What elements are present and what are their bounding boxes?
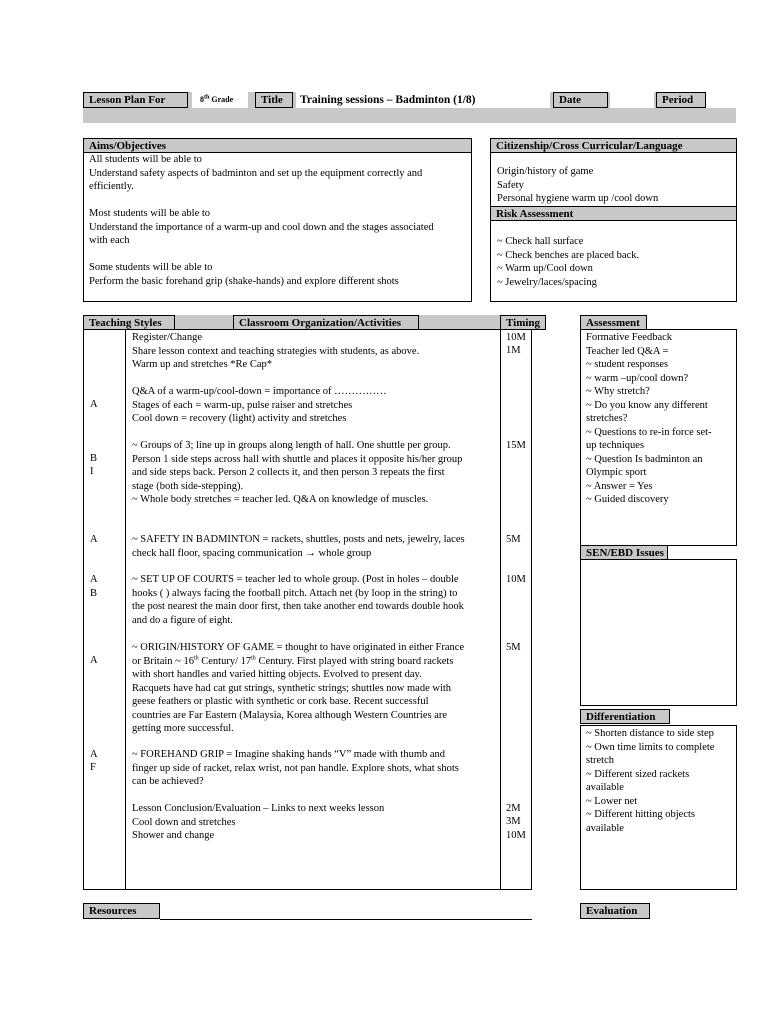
- activity-line: and do a figure of eight.: [132, 614, 233, 626]
- activity-block-conclusion: [132, 802, 384, 843]
- risk-line: ~ Jewelry/laces/spacing: [497, 276, 597, 288]
- aims-box: [83, 152, 472, 302]
- aims-line: efficiently.: [89, 181, 134, 192]
- activity-line: ~ FOREHAND GRIP = Imagine shaking hands “V” made with thumb and: [132, 749, 446, 760]
- activity-line: hooks ( ) always facing the football pitch. Attach net (by loop in the string) to: [132, 587, 458, 599]
- activity-line: ~ SET UP OF COURTS = teacher led to whole group. (Post in holes – double: [132, 574, 459, 585]
- activity-block-groups: [132, 439, 462, 507]
- style-letter: A: [90, 749, 98, 760]
- activity-line: Register/Change: [132, 332, 202, 343]
- grade-suffix: th: [204, 94, 210, 101]
- timing-value: 5M: [506, 534, 521, 545]
- activity-line: Cool down and stretches: [132, 816, 236, 828]
- aims-text: [89, 153, 471, 288]
- evaluation-label: Evaluation: [580, 903, 650, 919]
- citizenship-label: Citizenship/Cross Curricular/Language: [490, 138, 737, 153]
- grade-number: 8: [200, 95, 204, 104]
- grade-field[interactable]: [192, 92, 248, 108]
- citizenship-box: [490, 152, 737, 207]
- aims-line: with each: [89, 235, 130, 246]
- classroom-label: Classroom Organization/Activities: [233, 315, 419, 330]
- activity-line: ~ ORIGIN/HISTORY OF GAME = thought to have originated in either France: [132, 642, 465, 653]
- superscript: th: [251, 655, 256, 661]
- aims-line: Perform the basic forehand grip (shake-hands) and explore different shots: [89, 275, 399, 287]
- assessment-text: [586, 331, 736, 507]
- activity-line: [132, 547, 465, 561]
- sen-box[interactable]: [580, 559, 737, 706]
- activity-line: the post nearest the main door first, then take another end towards double hook: [132, 601, 464, 612]
- assessment-line: ~ Do you know any different: [586, 399, 708, 411]
- resources-line[interactable]: [160, 919, 532, 920]
- activity-line: Warm up and stretches *Re Cap*: [132, 359, 272, 370]
- style-letter: F: [90, 762, 96, 773]
- timing-label: Timing: [500, 315, 546, 330]
- date-field[interactable]: [610, 92, 654, 108]
- activity-line: stage (both side-stepping).: [132, 480, 244, 492]
- differentiation-line: available: [586, 822, 624, 834]
- styles-divider: [125, 329, 126, 890]
- style-letter: B: [90, 453, 98, 464]
- differentiation-line: ~ Own time limits to complete: [586, 741, 715, 753]
- differentiation-line: ~ Shorten distance to side step: [586, 728, 714, 739]
- resources-label: Resources: [83, 903, 160, 919]
- activity-block-safety: [132, 533, 465, 560]
- differentiation-line: ~ Lower net: [586, 795, 638, 807]
- citizenship-text: [497, 165, 736, 206]
- superscript: th: [193, 655, 199, 661]
- activity-block-qa: [132, 385, 387, 426]
- activity-block-courts: [132, 573, 464, 627]
- style-letter: I: [90, 466, 94, 477]
- assessment-line: ~ warm –up/cool down?: [586, 372, 689, 384]
- aims-line: [89, 194, 471, 208]
- assessment-label: Assessment: [580, 315, 647, 330]
- sen-label: SEN/EBD Issues: [580, 545, 668, 560]
- assessment-line: ~ Question Is badminton an: [586, 453, 703, 465]
- activity-line: Shower and change: [132, 830, 215, 841]
- activity-line: Stages of each = warm-up, pulse raiser and stretches: [132, 399, 353, 411]
- grade-word: Grade: [211, 95, 234, 104]
- style-letter: B: [90, 588, 98, 599]
- period-field[interactable]: [706, 92, 736, 108]
- differentiation-line: stretch: [586, 755, 614, 766]
- activity-line: ~ SAFETY IN BADMINTON = rackets, shuttles, posts and nets, jewelry, laces: [132, 534, 465, 545]
- risk-line: ~ Check benches are placed back.: [497, 249, 640, 261]
- differentiation-line: ~ Different hitting objects: [586, 809, 696, 820]
- timing-value: 10M: [506, 332, 526, 343]
- differentiation-line: ~ Different sized rackets: [586, 768, 690, 780]
- arrow-right-icon: →: [305, 547, 316, 559]
- lesson-plan-for-label: Lesson Plan For: [83, 92, 188, 108]
- activity-line: Share lesson context and teaching strategies with students, as above.: [132, 345, 420, 357]
- aims-line: Understand safety aspects of badminton and set up the equipment correctly and: [89, 167, 423, 179]
- differentiation-box: [580, 725, 737, 890]
- risk-line: ~ Check hall surface: [497, 236, 584, 247]
- aims-line: Understand the importance of a warm-up and cool down and the stages associated: [89, 221, 434, 233]
- activity-line: ~ Groups of 3; line up in groups along length of hall. One shuttle per group.: [132, 440, 451, 451]
- aims-line: Some students will be able to: [89, 262, 213, 273]
- activity-line: can be achieved?: [132, 776, 204, 787]
- assessment-line: ~ Guided discovery: [586, 494, 669, 505]
- activity-line: Racquets have had cat gut strings, synthetic strings; shuttles now made with: [132, 682, 452, 694]
- activity-block-register: [132, 331, 419, 372]
- style-letter: A: [90, 574, 98, 585]
- activity-line: Lesson Conclusion/Evaluation – Links to next weeks lesson: [132, 803, 385, 814]
- timing-divider: [500, 329, 501, 890]
- activity-text: Century/ 17: [198, 655, 252, 667]
- style-letter: A: [90, 399, 98, 410]
- assessment-line: up techniques: [586, 440, 645, 451]
- aims-label: Aims/Objectives: [83, 138, 472, 153]
- title-field[interactable]: Training sessions – Badminton (1/8): [296, 92, 550, 108]
- assessment-line: ~ Questions to re-in force set-: [586, 426, 712, 438]
- activity-line: getting more successful.: [132, 723, 234, 734]
- title-label: Title: [255, 92, 293, 108]
- timing-value: 2M: [506, 803, 521, 814]
- activity-block-origin: [132, 641, 464, 736]
- style-letter: A: [90, 534, 98, 545]
- assessment-line: ~ Answer = Yes: [586, 480, 653, 492]
- activity-line: finger up side of racket, relax wrist, not pan handle. Explore shots, what shots: [132, 762, 459, 774]
- timing-value: 10M: [506, 830, 526, 841]
- teaching-styles-label: Teaching Styles: [83, 315, 175, 330]
- risk-line: ~ Warm up/Cool down: [497, 263, 593, 274]
- aims-line: [89, 248, 471, 262]
- differentiation-line: available: [586, 782, 624, 793]
- risk-box: [490, 220, 737, 302]
- activity-line: Cool down = recovery (light) activity and stretches: [132, 413, 347, 424]
- activity-text: or Britain ~ 16: [132, 655, 194, 667]
- timing-value: 1M: [506, 345, 521, 356]
- activity-line: and side steps back. Person 2 collects it, and then person 3 repeats the first: [132, 467, 445, 478]
- activity-line: Person 1 side steps across hall with shuttle and places it opposite his/her group: [132, 453, 463, 465]
- activity-text: whole group: [318, 547, 372, 559]
- aims-line: All students will be able to: [89, 154, 202, 165]
- activity-text: Century. First played with string board rackets: [255, 655, 454, 667]
- timing-value: 10M: [506, 574, 526, 585]
- assessment-line: Formative Feedback: [586, 332, 673, 343]
- timing-value: 15M: [506, 440, 526, 451]
- activity-text: check hall floor, spacing communication: [132, 547, 303, 559]
- citizenship-line: Personal hygiene warm up /cool down: [497, 193, 659, 204]
- activity-line: ~ Whole body stretches = teacher led. Q&A on knowledge of muscles.: [132, 494, 429, 505]
- activity-line: countries are Far Eastern (Malaysia, Korea although Western Countries are: [132, 709, 448, 721]
- activity-line: with short handles and varied hitting objects. Evolved to present day.: [132, 669, 422, 680]
- assessment-line: Olympic sport: [586, 467, 647, 478]
- period-label: Period: [656, 92, 706, 108]
- risk-text: [497, 235, 736, 289]
- activity-line: geese feathers or plastic with synthetic or cork base. Recent successful: [132, 696, 429, 707]
- risk-label: Risk Assessment: [490, 206, 737, 221]
- timing-value: 5M: [506, 642, 521, 653]
- assessment-line: Teacher led Q&A =: [586, 345, 669, 357]
- aims-line: Most students will be able to: [89, 208, 211, 219]
- timing-value: 3M: [506, 816, 521, 827]
- activity-line: Q&A of a warm-up/cool-down = importance of ……………: [132, 386, 387, 397]
- assessment-line: ~ Why stretch?: [586, 386, 650, 397]
- style-letter: A: [90, 655, 98, 666]
- assessment-box: [580, 329, 737, 546]
- activity-block-forehand: [132, 748, 459, 789]
- differentiation-text: [586, 727, 736, 835]
- activity-line: [132, 655, 464, 669]
- differentiation-label: Differentiation: [580, 709, 670, 724]
- assessment-line: stretches?: [586, 413, 628, 424]
- citizenship-line: Origin/history of game: [497, 166, 594, 177]
- assessment-line: ~ student responses: [586, 359, 669, 370]
- citizenship-line: Safety: [497, 179, 524, 191]
- date-label: Date: [553, 92, 608, 108]
